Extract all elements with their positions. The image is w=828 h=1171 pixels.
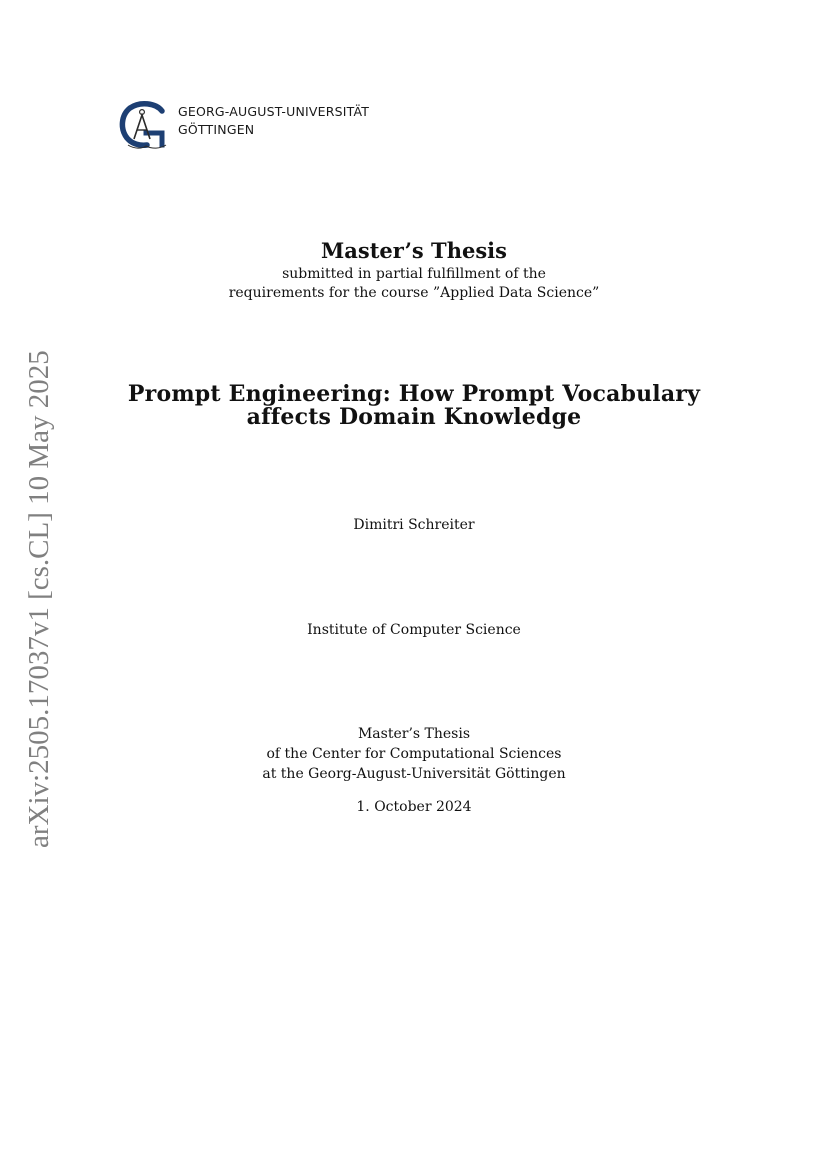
- arxiv-identifier-stamp: arXiv:2505.17037v1 [cs.CL] 10 May 2025: [23, 350, 55, 848]
- center-info: [0, 724, 828, 784]
- university-seal-icon: [118, 99, 172, 151]
- submission-date: 1. October 2024: [356, 799, 472, 815]
- university-logo: [118, 99, 388, 151]
- author-name: Dimitri Schreiter: [353, 517, 475, 533]
- university-name-line2: GÖTTINGEN: [178, 122, 255, 137]
- center-info-line1: Master’s Thesis: [357, 726, 471, 742]
- center-info-line3: at the Georg-August-Universität Göttingen: [262, 766, 566, 782]
- center-info-line2: of the Center for Computational Sciences: [266, 746, 562, 762]
- thesis-title: [0, 383, 828, 429]
- thesis-title-line2: affects Domain Knowledge: [246, 404, 582, 430]
- university-name-line1: GEORG-AUGUST-UNIVERSITÄT: [178, 104, 370, 119]
- university-name: [178, 103, 369, 139]
- submission-note: [0, 265, 828, 303]
- submission-note-line2: requirements for the course ”Applied Data Science”: [228, 285, 600, 301]
- thesis-title-line1: Prompt Engineering: How Prompt Vocabulary: [127, 381, 701, 407]
- submission-note-line1: submitted in partial fulfillment of the: [282, 266, 546, 282]
- institute-name: Institute of Computer Science: [307, 622, 521, 638]
- thesis-heading: Master’s Thesis: [321, 238, 507, 263]
